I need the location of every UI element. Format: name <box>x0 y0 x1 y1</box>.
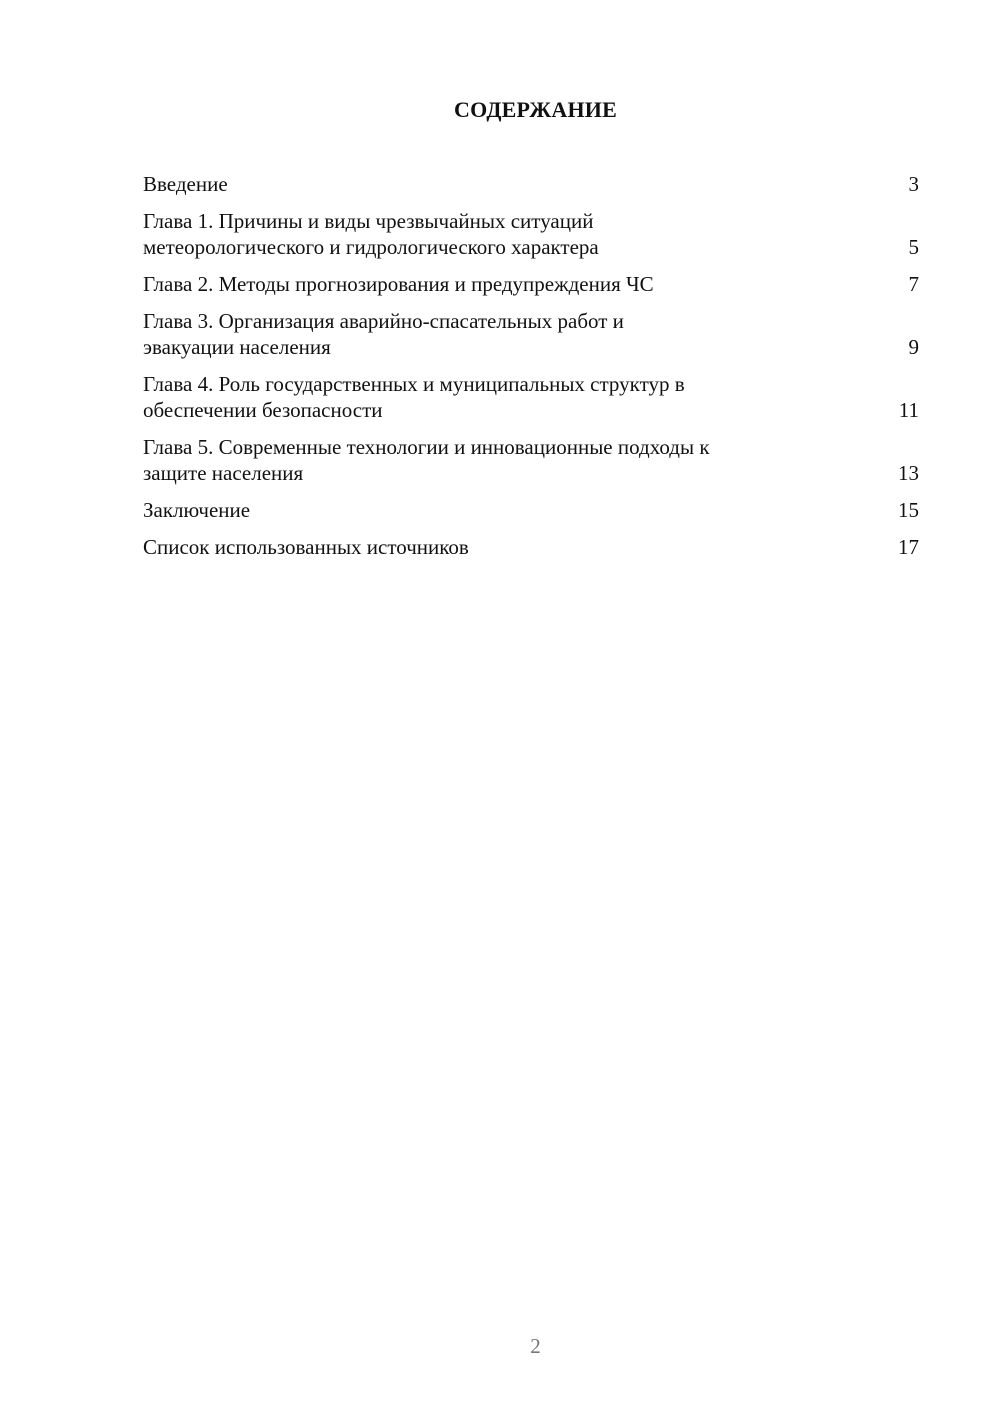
toc-entry-line: обеспечении безопасности <box>143 398 383 422</box>
page-number: 2 <box>530 1334 541 1358</box>
toc-entry-line: Глава 2. Методы прогнозирования и предупреждения ЧС <box>143 272 654 296</box>
toc-entry-page: 13 <box>898 461 919 485</box>
toc-entry-text <box>143 271 833 297</box>
toc-entry-text <box>143 371 833 423</box>
toc-entry-page: 7 <box>908 272 919 296</box>
toc-entry-page: 11 <box>898 398 919 422</box>
page-title: СОДЕРЖАНИЕ <box>454 97 617 122</box>
toc-entry-page: 3 <box>908 172 919 196</box>
toc-entry-introduction <box>143 171 919 197</box>
toc-entry-line: Заключение <box>143 498 251 522</box>
toc-entry-text <box>143 497 833 523</box>
toc-entry-page: 17 <box>898 535 919 559</box>
toc-entry-references <box>143 534 919 560</box>
toc-entry-page: 9 <box>908 335 919 359</box>
toc-entry-line: Глава 4. Роль государственных и муниципальных структур в <box>143 372 685 396</box>
toc-entry-text <box>143 434 833 486</box>
toc-entry-line: эвакуации населения <box>143 335 331 359</box>
toc-entry-line: Глава 5. Современные технологии и инновационные подходы к <box>143 435 710 459</box>
toc-entry-line: Глава 3. Организация аварийно-спасательных работ и <box>143 309 624 333</box>
toc-entry-chapter-5 <box>143 434 919 486</box>
toc-entry-line: метеорологического и гидрологического характера <box>143 235 599 259</box>
toc-entry-chapter-4 <box>143 371 919 423</box>
toc-entry-text <box>143 534 833 560</box>
toc-entry-line: Введение <box>143 172 228 196</box>
toc-entry-text <box>143 208 833 260</box>
toc-entry-chapter-1 <box>143 208 919 260</box>
toc-entry-chapter-2 <box>143 271 919 297</box>
toc-entry-page: 15 <box>898 498 919 522</box>
toc-entry-text <box>143 308 833 360</box>
toc-entry-conclusion <box>143 497 919 523</box>
toc-entry-line: Список использованных источников <box>143 535 469 559</box>
toc-entry-text <box>143 171 833 197</box>
toc-entry-page: 5 <box>908 235 919 259</box>
toc-entry-line: Глава 1. Причины и виды чрезвычайных ситуаций <box>143 209 594 233</box>
table-of-contents <box>143 171 919 571</box>
toc-entry-line: защите населения <box>143 461 304 485</box>
toc-entry-chapter-3 <box>143 308 919 360</box>
